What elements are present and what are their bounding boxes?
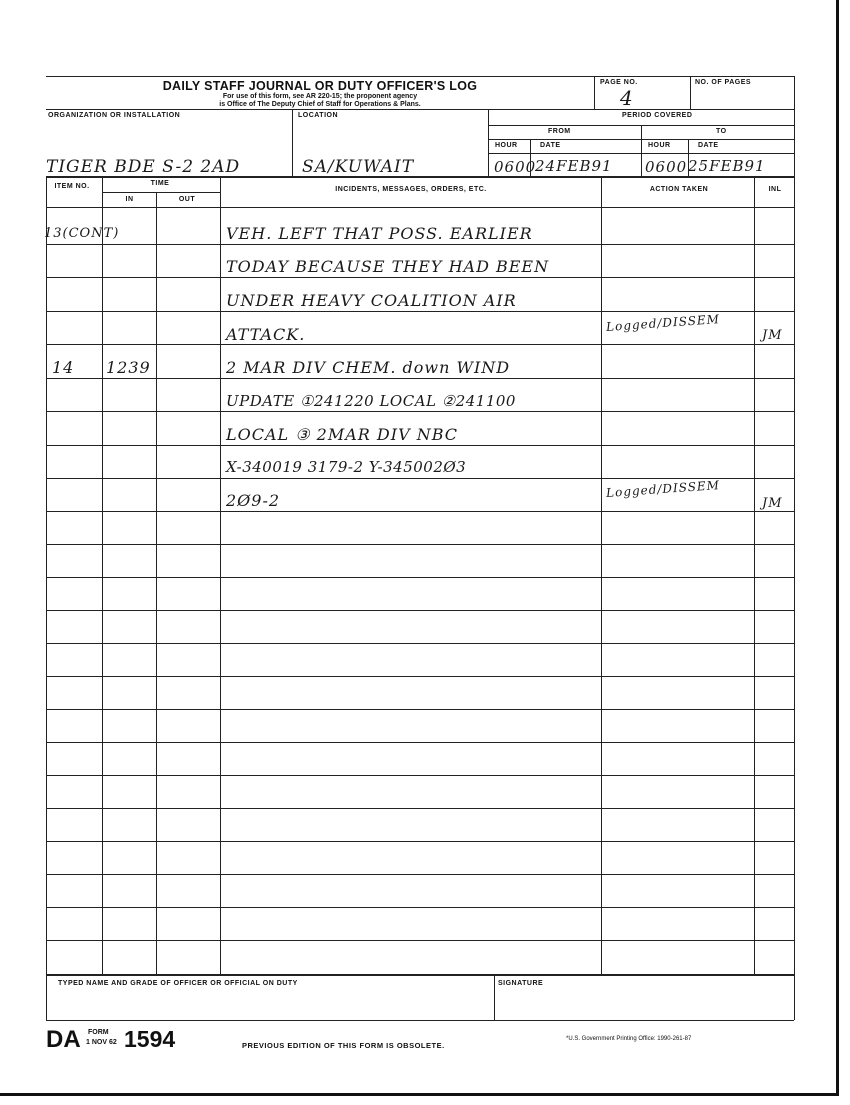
organization-label: ORGANIZATION OR INSTALLATION [48, 112, 181, 119]
to-hour-value: 0600 [645, 158, 688, 176]
signature-label: SIGNATURE [498, 980, 544, 987]
form-subtitle-2: is Office of The Deputy Chief of Staff for Operations & Plans. [219, 101, 421, 108]
page-no-label: PAGE NO. [600, 79, 638, 86]
incident-text-cell: X-340019 3179-2 Y-345002Ø3 [226, 458, 467, 476]
incident-text-cell: UNDER HEAVY COALITION AIR [226, 291, 517, 310]
previous-edition-note: PREVIOUS EDITION OF THIS FORM IS OBSOLETE. [242, 1041, 445, 1050]
incident-text-cell: 2Ø9-2 [226, 491, 281, 510]
item-no-cell: 13(CONT) [44, 226, 120, 241]
initials-header: INL [768, 186, 782, 193]
incident-text-cell: VEH. LEFT THAT POSS. EARLIER [226, 224, 533, 243]
form-da: DA [46, 1026, 81, 1053]
from-hour-value: 0600 [494, 158, 537, 176]
form-title: DAILY STAFF JOURNAL OR DUTY OFFICER'S LOG [162, 79, 478, 93]
no-of-pages-label: NO. OF PAGES [695, 79, 752, 86]
item-no-header: ITEM NO. [54, 183, 90, 190]
location-value: SA/KUWAIT [302, 157, 415, 177]
incident-text-cell: 2 MAR DIV CHEM. down WIND [226, 358, 511, 377]
initials-cell: JM [762, 328, 783, 343]
time-in-cell: 1239 [106, 358, 151, 377]
from-hour-label: HOUR [495, 142, 518, 149]
in-header: IN [125, 196, 134, 203]
form-number: 1594 [124, 1026, 176, 1052]
form-subtitle-1: For use of this form, see AR 220-15; the proponent agency [222, 93, 418, 100]
out-header: OUT [178, 196, 196, 203]
gpo-imprint: *U.S. Government Printing Office: 1990-261-87 [566, 1036, 692, 1042]
location-label: LOCATION [298, 112, 339, 119]
action-header: ACTION TAKEN [649, 186, 709, 193]
incident-text-cell: TODAY BECAUSE THEY HAD BEEN [226, 257, 550, 276]
form-date: 1 NOV 62 [86, 1039, 117, 1046]
officer-on-duty-label: TYPED NAME AND GRADE OF OFFICER OR OFFICIAL ON DUTY [58, 980, 298, 987]
initials-cell: JM [762, 496, 783, 511]
action-taken-cell: Logged/DISSEM [605, 312, 721, 334]
item-no-cell: 14 [52, 358, 75, 377]
incident-text-cell: LOCAL ③ 2MAR DIV NBC [226, 425, 459, 444]
period-covered-label: PERIOD COVERED [622, 112, 693, 119]
incident-text-cell: ATTACK. [226, 325, 306, 344]
action-taken-cell: Logged/DISSEM [605, 478, 721, 500]
to-date-value: 25FEB91 [688, 157, 766, 175]
from-date-label: DATE [540, 142, 561, 149]
incidents-header: INCIDENTS, MESSAGES, ORDERS, ETC. [335, 186, 487, 193]
page-no-value: 4 [620, 86, 634, 110]
incident-text-cell: UPDATE ①241220 LOCAL ②241100 [226, 392, 516, 410]
to-label: TO [716, 128, 727, 135]
to-hour-label: HOUR [648, 142, 671, 149]
from-date-value: 24FEB91 [535, 157, 613, 175]
time-header: TIME [150, 180, 170, 187]
to-date-label: DATE [698, 142, 719, 149]
from-label: FROM [548, 128, 571, 135]
organization-value: TIGER BDE S-2 2AD [46, 157, 241, 177]
form-word: FORM [88, 1029, 109, 1036]
